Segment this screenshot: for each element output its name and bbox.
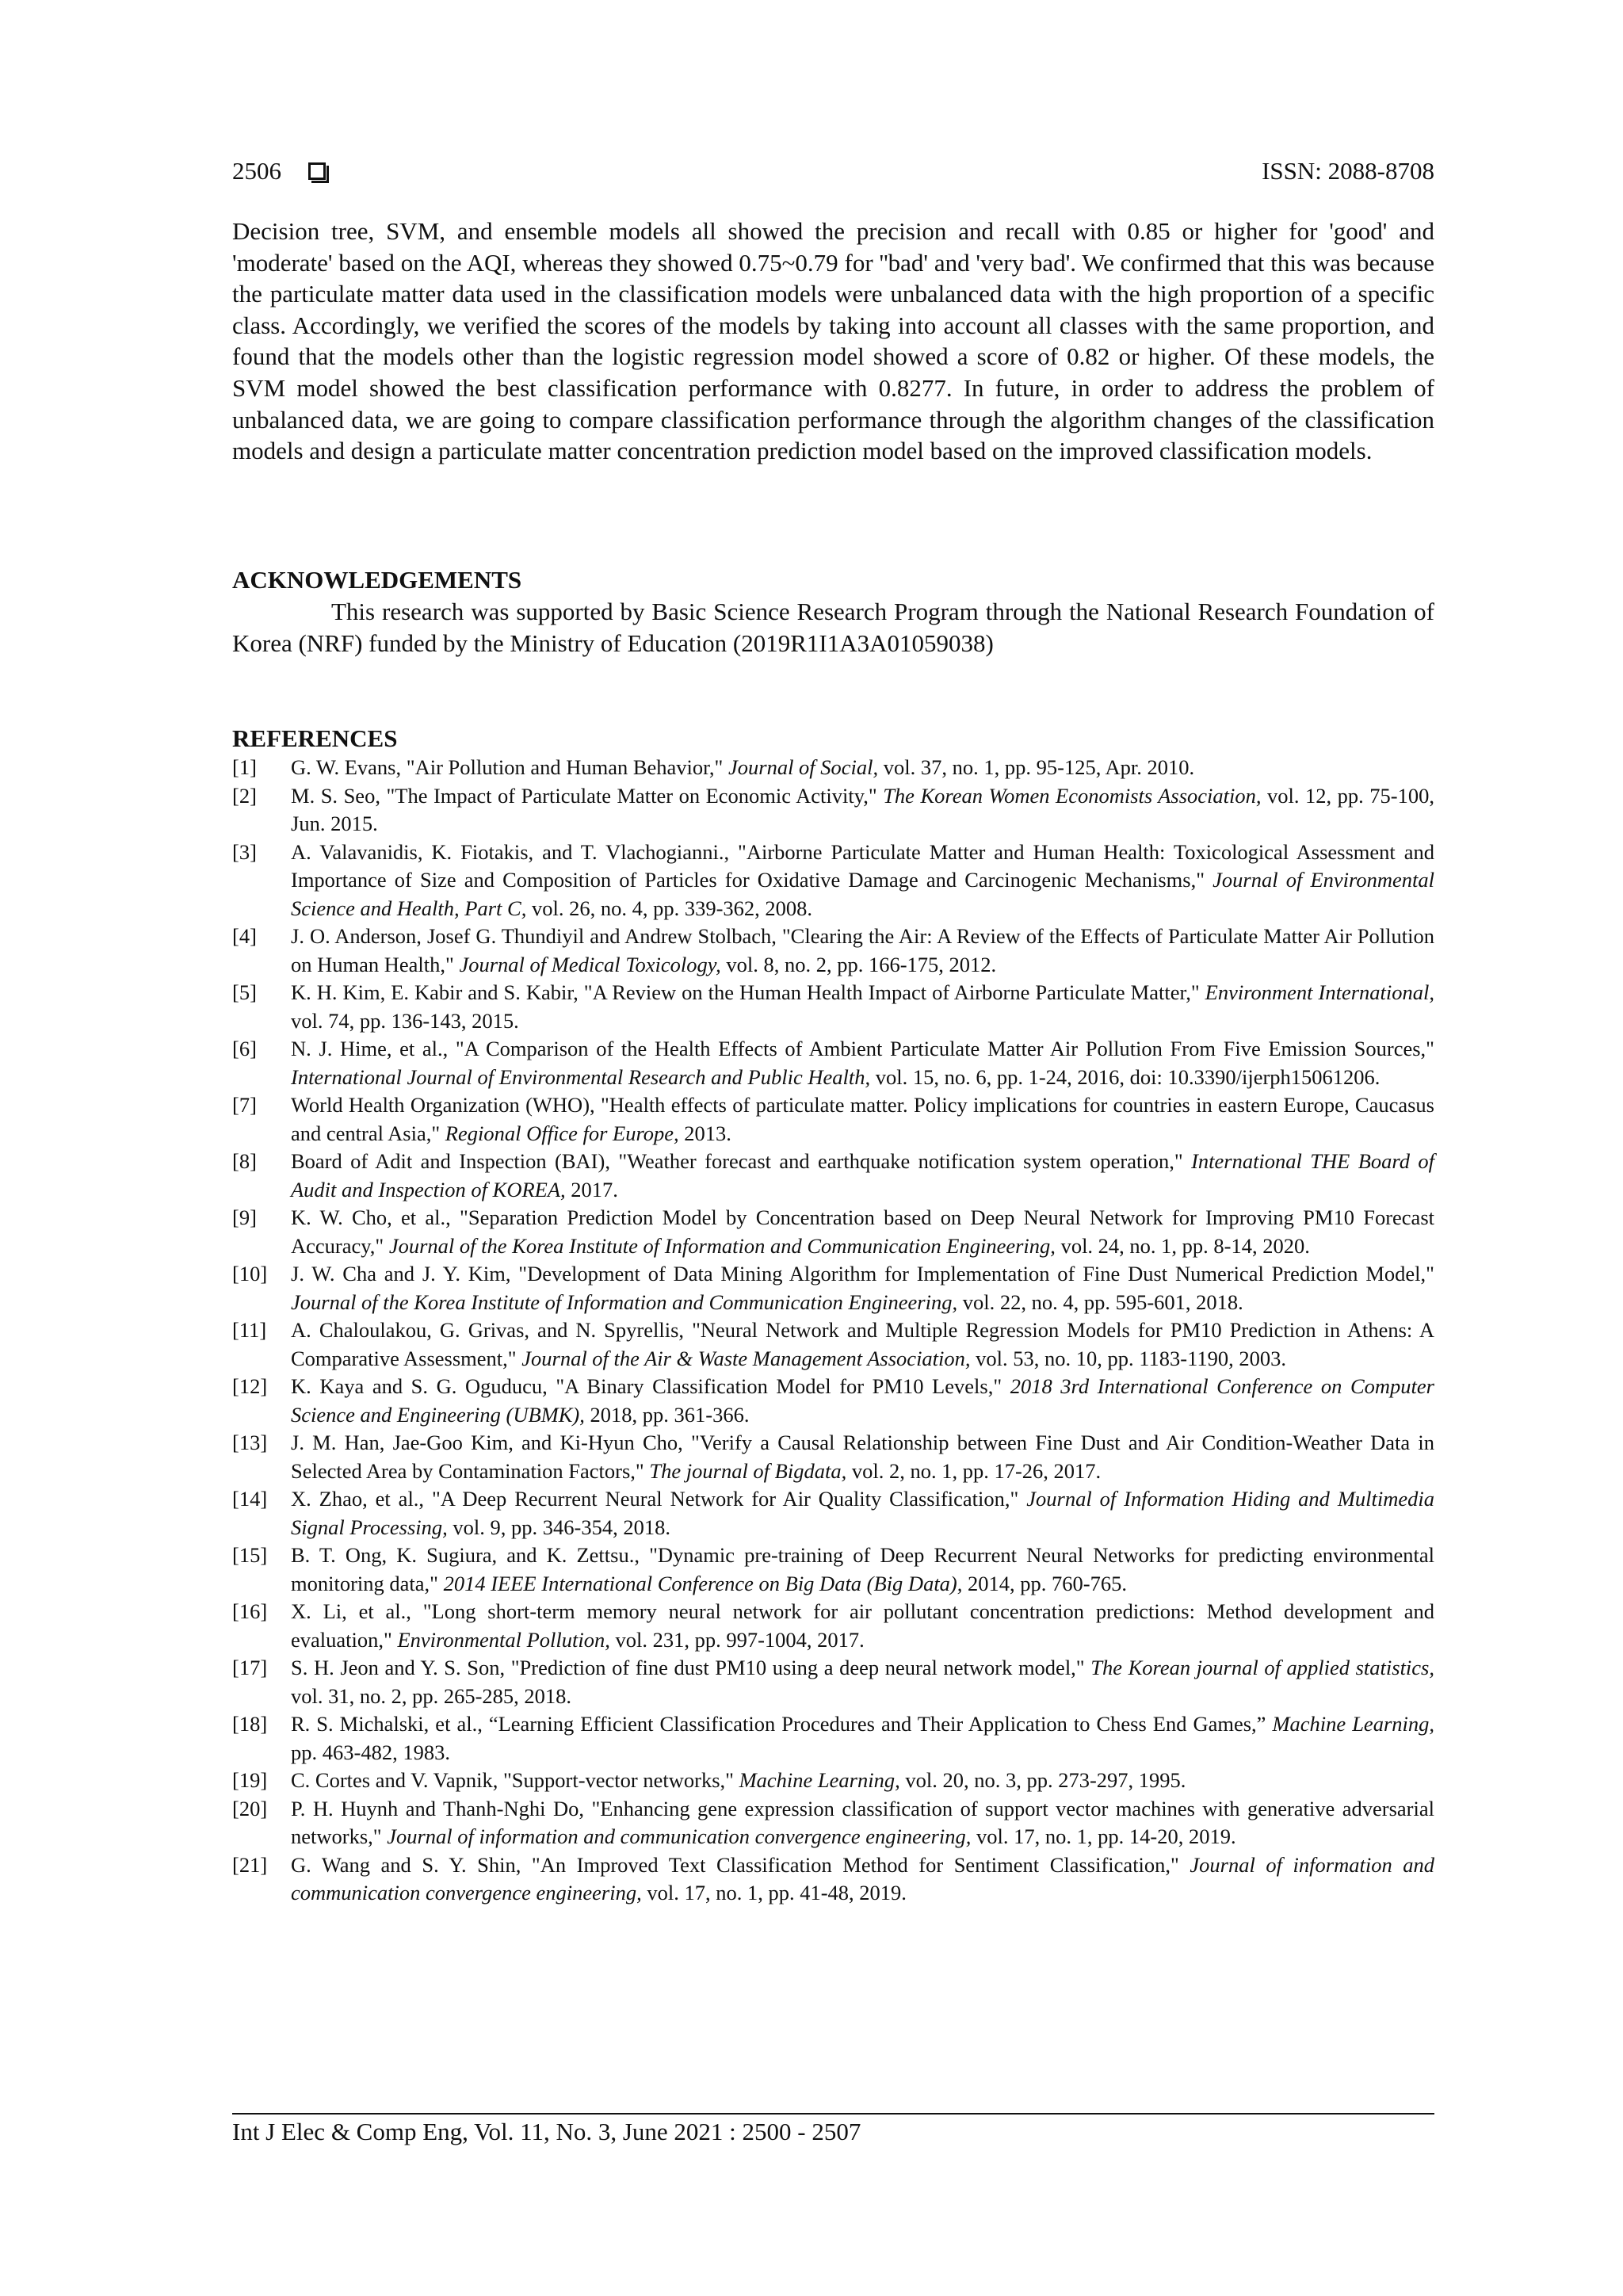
reference-details: vol. 8, no. 2, pp. 166-175, 2012. xyxy=(720,952,997,976)
reference-venue: Machine Learning, xyxy=(1272,1712,1434,1736)
reference-authors-title: World Health Organization (WHO), "Health effects of particulate matter. Policy implications for countries in eastern Europe, Caucasus and central Asia," xyxy=(291,1093,1434,1145)
issn-label: ISSN: 2088-8708 xyxy=(1262,157,1434,185)
reference-item xyxy=(232,782,1434,839)
reference-text xyxy=(291,1795,1434,1851)
reference-item xyxy=(232,1654,1434,1710)
reference-details: 2014, pp. 760-765. xyxy=(962,1571,1127,1595)
reference-number: [13] xyxy=(232,1431,268,1454)
reference-authors-title: K. H. Kim, E. Kabir and S. Kabir, "A Review on the Human Health Impact of Airborne Particulate Matter," xyxy=(291,980,1205,1004)
reference-authors-title: G. Wang and S. Y. Shin, "An Improved Text Classification Method for Sentiment Classification," xyxy=(291,1852,1190,1877)
reference-text xyxy=(291,839,1434,923)
reference-authors-title: X. Li, et al., "Long short-term memory neural network for air pollutant concentration predictions: Method development and evaluation," xyxy=(291,1599,1434,1652)
reference-details: vol. 53, no. 10, pp. 1183-1190, 2003. xyxy=(970,1346,1287,1370)
reference-item xyxy=(232,1767,1434,1795)
reference-number: [20] xyxy=(232,1796,268,1820)
reference-venue: Journal of Information Hiding and Multimedia Signal Processing, xyxy=(291,1487,1435,1539)
reference-number: [8] xyxy=(232,1149,257,1173)
reference-authors-title: G. W. Evans, "Air Pollution and Human Behavior," xyxy=(291,755,728,779)
reference-venue: Journal of the Air & Waste Management Association, xyxy=(521,1346,971,1370)
reference-venue: Regional Office for Europe, xyxy=(445,1121,679,1145)
page-header xyxy=(232,155,1434,187)
reference-authors-title: Board of Adit and Inspection (BAI), "Weather forecast and earthquake notification system operation," xyxy=(291,1149,1192,1173)
reference-item xyxy=(232,1851,1434,1908)
reference-authors-title: C. Cortes and V. Vapnik, "Support-vector networks," xyxy=(291,1768,739,1792)
reference-item xyxy=(232,1485,1434,1541)
reference-number: [10] xyxy=(232,1262,268,1286)
reference-venue: Environmental Pollution, xyxy=(397,1627,610,1652)
reference-number: [1] xyxy=(232,755,257,779)
reference-number: [11] xyxy=(232,1318,267,1342)
reference-venue: Machine Learning, xyxy=(739,1768,900,1792)
reference-venue: The Korean journal of applied statistics, xyxy=(1090,1656,1434,1679)
reference-venue: International Journal of Environmental Research and Public Health, xyxy=(291,1064,871,1089)
reference-venue: International THE Board of Audit and Inspection of KOREA, xyxy=(291,1149,1434,1201)
footer-citation: Int J Elec & Comp Eng, Vol. 11, No. 3, June 2021 : 2500 - 2507 xyxy=(232,2118,861,2145)
reference-details: vol. 15, no. 6, pp. 1-24, 2016, doi: 10.3390/ijerph15061206. xyxy=(870,1064,1381,1089)
reference-details: 2013. xyxy=(678,1121,731,1145)
reference-details: pp. 463-482, 1983. xyxy=(291,1740,450,1764)
reference-authors-title: B. T. Ong, K. Sugiura, and K. Zettsu., "Dynamic pre-training of Deep Recurrent Neural Networks for predicting environmental monitoring data," xyxy=(291,1543,1434,1595)
reference-text xyxy=(291,1710,1434,1767)
box-icon xyxy=(308,162,326,180)
reference-text xyxy=(291,1260,1434,1316)
reference-venue: Journal of information and communication convergence engineering, xyxy=(387,1824,972,1848)
reference-venue: The Korean Women Economists Association, xyxy=(883,783,1262,808)
reference-authors-title: S. H. Jeon and Y. S. Son, "Prediction of fine dust PM10 using a deep neural network model," xyxy=(291,1656,1091,1679)
reference-text xyxy=(291,1485,1434,1541)
reference-item xyxy=(232,754,1434,782)
reference-text xyxy=(291,979,1434,1035)
reference-details: vol. 22, no. 4, pp. 595-601, 2018. xyxy=(957,1289,1243,1314)
reference-text xyxy=(291,1851,1434,1908)
reference-venue: Journal of the Korea Institute of Information and Communication Engineering, xyxy=(388,1233,1056,1258)
reference-item xyxy=(232,1795,1434,1851)
reference-text xyxy=(291,1316,1434,1373)
reference-number: [9] xyxy=(232,1205,257,1229)
conclusion-paragraph: Decision tree, SVM, and ensemble models all showed the precision and recall with 0.85 or higher for 'good' and 'moderate' based on the AQI, whereas they showed 0.75~0.79 for ''bad' and 'very bad'. We confirmed that this was because the particulate matter data used in the classification models were unbalanced data with the high proportion of a specific class. Accordingly, we verified the scores of the models by taking into account all classes with the same proportion, and found that the models other than the logistic regression model showed a score of 0.82 or higher. Of these models, the SVM model showed the best classification performance with 0.8277. In future, in order to address the problem of unbalanced data, we are going to compare classification performance through the algorithm changes of the classification models and design a particulate matter concentration prediction model based on the improved classification models. xyxy=(232,217,1434,465)
reference-text xyxy=(291,754,1434,782)
reference-details: vol. 20, no. 3, pp. 273-297, 1995. xyxy=(899,1768,1186,1792)
reference-details: vol. 17, no. 1, pp. 14-20, 2019. xyxy=(971,1824,1236,1848)
reference-item xyxy=(232,923,1434,979)
reference-authors-title: J. W. Cha and J. Y. Kim, "Development of Data Mining Algorithm for Implementation of Fine Dust Numerical Prediction Model," xyxy=(291,1262,1434,1286)
reference-details: 2017. xyxy=(565,1177,618,1201)
reference-details: vol. 17, no. 1, pp. 41-48, 2019. xyxy=(641,1881,907,1904)
reference-item xyxy=(232,979,1434,1035)
reference-details: vol. 37, no. 1, pp. 95-125, Apr. 2010. xyxy=(878,755,1195,779)
reference-details: vol. 231, pp. 997-1004, 2017. xyxy=(609,1627,865,1652)
reference-details: 2018, pp. 361-366. xyxy=(584,1402,750,1427)
reference-text xyxy=(291,1767,1434,1795)
reference-item xyxy=(232,1541,1434,1598)
reference-number: [19] xyxy=(232,1768,268,1792)
reference-venue: The journal of Bigdata, xyxy=(649,1458,847,1483)
reference-item xyxy=(232,1148,1434,1204)
reference-authors-title: K. Kaya and S. G. Oguducu, "A Binary Classification Model for PM10 Levels," xyxy=(291,1374,1010,1398)
reference-text xyxy=(291,1091,1434,1148)
reference-details: vol. 24, no. 1, pp. 8-14, 2020. xyxy=(1055,1233,1310,1258)
reference-number: [18] xyxy=(232,1712,268,1736)
references-heading: REFERENCES xyxy=(232,724,398,752)
reference-text xyxy=(291,1204,1434,1260)
reference-text xyxy=(291,923,1434,979)
reference-venue: Journal of information and communication convergence engineering, xyxy=(291,1852,1434,1904)
reference-item xyxy=(232,1598,1434,1654)
reference-text xyxy=(291,1429,1434,1485)
reference-number: [16] xyxy=(232,1599,268,1623)
reference-details: vol. 9, pp. 346-354, 2018. xyxy=(447,1515,670,1539)
reference-item xyxy=(232,1316,1434,1373)
acknowledgements-heading: ACKNOWLEDGEMENTS xyxy=(232,566,522,594)
reference-item xyxy=(232,1091,1434,1148)
reference-venue: 2018 3rd International Conference on Computer Science and Engineering (UBMK), xyxy=(291,1374,1434,1427)
reference-number: [4] xyxy=(232,924,257,948)
reference-text xyxy=(291,1598,1434,1654)
reference-item xyxy=(232,1429,1434,1485)
reference-number: [5] xyxy=(232,980,257,1004)
reference-item xyxy=(232,1035,1434,1091)
reference-item xyxy=(232,1710,1434,1767)
header-left xyxy=(232,157,326,185)
reference-details: vol. 12, pp. 75-100, Jun. 2015. xyxy=(291,783,1435,835)
footer-divider xyxy=(232,2113,1434,2115)
reference-number: [7] xyxy=(232,1093,257,1117)
reference-details: vol. 74, pp. 136-143, 2015. xyxy=(291,1008,519,1033)
reference-authors-title: P. H. Huynh and Thanh-Nghi Do, "Enhancing gene expression classification of support vector machines with generative adversarial networks," xyxy=(291,1796,1434,1848)
reference-authors-title: J. O. Anderson, Josef G. Thundiyil and Andrew Stolbach, "Clearing the Air: A Review of the Effects of Particulate Matter Air Pollution on Human Health," xyxy=(291,924,1434,976)
paper-page xyxy=(232,0,1434,2296)
reference-authors-title: R. S. Michalski, et al., “Learning Efficient Classification Procedures and Their Application to Chess End Games,” xyxy=(291,1712,1273,1736)
reference-authors-title: M. S. Seo, "The Impact of Particulate Matter on Economic Activity," xyxy=(291,783,884,808)
reference-text xyxy=(291,1148,1434,1204)
reference-details: vol. 26, no. 4, pp. 339-362, 2008. xyxy=(526,896,813,920)
reference-number: [15] xyxy=(232,1543,268,1567)
references-list xyxy=(232,754,1434,1908)
reference-authors-title: K. W. Cho, et al., "Separation Prediction Model by Concentration based on Deep Neural Network for Improving PM10 Forecast Accuracy," xyxy=(291,1205,1434,1258)
reference-venue: Environment International, xyxy=(1205,980,1434,1004)
reference-venue: Journal of the Korea Institute of Information and Communication Engineering, xyxy=(291,1289,958,1314)
reference-text xyxy=(291,1541,1434,1598)
reference-details: vol. 2, no. 1, pp. 17-26, 2017. xyxy=(846,1458,1102,1483)
reference-authors-title: X. Zhao, et al., "A Deep Recurrent Neural Network for Air Quality Classification," xyxy=(291,1487,1027,1511)
reference-venue: Journal of Environmental Science and Health, Part C, xyxy=(291,868,1434,920)
reference-venue: Journal of Social, xyxy=(728,755,879,779)
reference-number: [14] xyxy=(232,1487,268,1511)
reference-authors-title: A. Chaloulakou, G. Grivas, and N. Spyrellis, "Neural Network and Multiple Regression Models for PM10 Prediction in Athens: A Comparative Assessment," xyxy=(291,1318,1434,1370)
reference-item xyxy=(232,1260,1434,1316)
reference-authors-title: A. Valavanidis, K. Fiotakis, and T. Vlachogianni., "Airborne Particulate Matter and Human Health: Toxicological Assessment and Importance of Size and Composition of Particles for Oxidative Damage and Carcinogenic Mechanisms," xyxy=(291,839,1434,892)
page-number: 2506 xyxy=(232,157,281,185)
reference-number: [3] xyxy=(232,839,257,864)
reference-item xyxy=(232,1204,1434,1260)
reference-number: [21] xyxy=(232,1852,268,1877)
reference-text xyxy=(291,1654,1434,1710)
reference-item xyxy=(232,1373,1434,1429)
reference-number: [17] xyxy=(232,1656,268,1679)
reference-number: [6] xyxy=(232,1037,257,1060)
reference-authors-title: J. M. Han, Jae-Goo Kim, and Ki-Hyun Cho, "Verify a Causal Relationship between Fine Dust and Air Condition-Weather Data in Selected Area by Contamination Factors," xyxy=(291,1431,1434,1483)
reference-text xyxy=(291,1035,1434,1091)
reference-item xyxy=(232,839,1434,923)
reference-number: [2] xyxy=(232,783,257,808)
reference-venue: 2014 IEEE International Conference on Big Data (Big Data), xyxy=(443,1571,963,1595)
acknowledgements-text: This research was supported by Basic Science Research Program through the National Research Foundation of Korea (NRF) funded by the Ministry of Education (2019R1I1A3A01059038) xyxy=(232,598,1434,657)
reference-text xyxy=(291,782,1434,839)
reference-venue: Journal of Medical Toxicology, xyxy=(459,952,721,976)
reference-authors-title: N. J. Hime, et al., "A Comparison of the Health Effects of Ambient Particulate Matter Air Pollution From Five Emission Sources," xyxy=(291,1037,1434,1060)
reference-number: [12] xyxy=(232,1374,268,1398)
reference-text xyxy=(291,1373,1434,1429)
reference-details: vol. 31, no. 2, pp. 265-285, 2018. xyxy=(291,1683,572,1708)
